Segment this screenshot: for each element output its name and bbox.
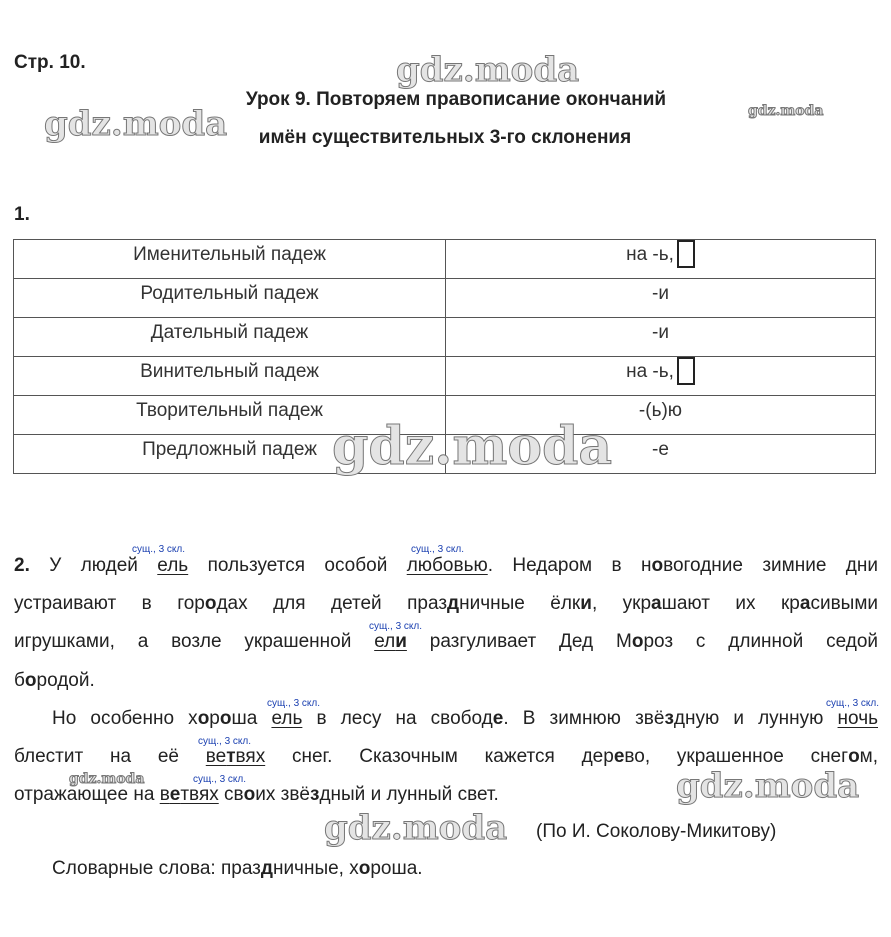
case-ending: -и — [652, 283, 669, 304]
annotation: сущ., 3 скл. — [826, 698, 880, 709]
case-ending: на -ь, — [626, 244, 674, 265]
case-ending-cell — [446, 240, 876, 279]
case-name-cell: Винительный падеж — [14, 357, 446, 396]
noun-el-2: ель — [271, 708, 303, 729]
case-ending-cell — [446, 279, 876, 318]
case-ending-cell — [446, 357, 876, 396]
annotation: сущ., 3 скл. — [132, 544, 186, 555]
table-row — [14, 240, 876, 279]
noun-vetvyah-2: ветвях — [159, 784, 219, 805]
task1-number: 1. — [14, 204, 30, 225]
text-line-1: 2. У людей ель пользуется особой любовью. Недаром в новогодние зимние дни — [14, 555, 878, 576]
case-name-cell: Родительный падеж — [14, 279, 446, 318]
watermark: gdz.moda — [396, 50, 580, 90]
lesson-title-line2: имён существительных 3-го склонения — [258, 127, 632, 148]
case-name-cell: Предложный падеж — [14, 435, 446, 474]
case-name-cell: Дательный падеж — [14, 318, 446, 357]
case-ending-cell — [446, 318, 876, 357]
noun-vetvyah: ветвях — [205, 746, 266, 767]
case-name-cell: Именительный падеж — [14, 240, 446, 279]
watermark: gdz.moda — [748, 103, 824, 119]
watermark: gdz.moda — [69, 771, 145, 787]
page-number: Стр. 10. — [14, 52, 86, 73]
table-row — [14, 318, 876, 357]
watermark: gdz.moda — [44, 104, 228, 144]
case-ending: -е — [652, 439, 669, 460]
text-line-6: блестит на её ветвях снег. Сказочным кажется дерево, украшенное снегом, — [14, 746, 879, 767]
table-row — [14, 279, 876, 318]
annotation: сущ., 3 скл. — [193, 774, 247, 785]
answer-box — [677, 240, 695, 268]
case-ending: на -ь, — [626, 361, 674, 382]
text-line-5: Но особенно хороша ель в лесу на свободе. В зимнюю звёздную и лунную ночь — [52, 708, 878, 729]
annotation: сущ., 3 скл. — [411, 544, 465, 555]
noun-el: ель — [157, 555, 189, 576]
answer-box — [677, 357, 695, 385]
annotation: сущ., 3 скл. — [267, 698, 321, 709]
case-ending: -(ь)ю — [638, 400, 683, 421]
watermark: gdz.moda — [332, 416, 613, 477]
text-line-7: отражающее на ветвях своих звёздный и лунный свет. — [14, 784, 499, 805]
noun-noch: ночь — [837, 708, 878, 729]
noun-lubovyu: любовью — [406, 555, 488, 576]
noun-eli: ели — [374, 631, 407, 652]
case-ending: -и — [652, 322, 669, 343]
lesson-title-line1: Урок 9. Повторяем правописание окончаний — [245, 89, 667, 110]
table-row — [14, 357, 876, 396]
text-line-4: бородой. — [14, 670, 95, 691]
case-name-cell: Творительный падеж — [14, 396, 446, 435]
watermark: gdz.moda — [324, 808, 508, 848]
text-source: (По И. Соколову-Микитову) — [536, 821, 777, 842]
text-line-3: игрушками, а возле украшенной ели разгуливает Дед Мороз с длинной седой — [14, 631, 878, 652]
annotation: сущ., 3 скл. — [369, 621, 423, 632]
text-line-2: устраивают в городах для детей праздничные ёлки, украшают их красивыми — [14, 593, 878, 614]
watermark: gdz.moda — [676, 766, 860, 806]
annotation: сущ., 3 скл. — [198, 736, 252, 747]
dictionary-words: Словарные слова: праздничные, хороша. — [52, 858, 423, 879]
